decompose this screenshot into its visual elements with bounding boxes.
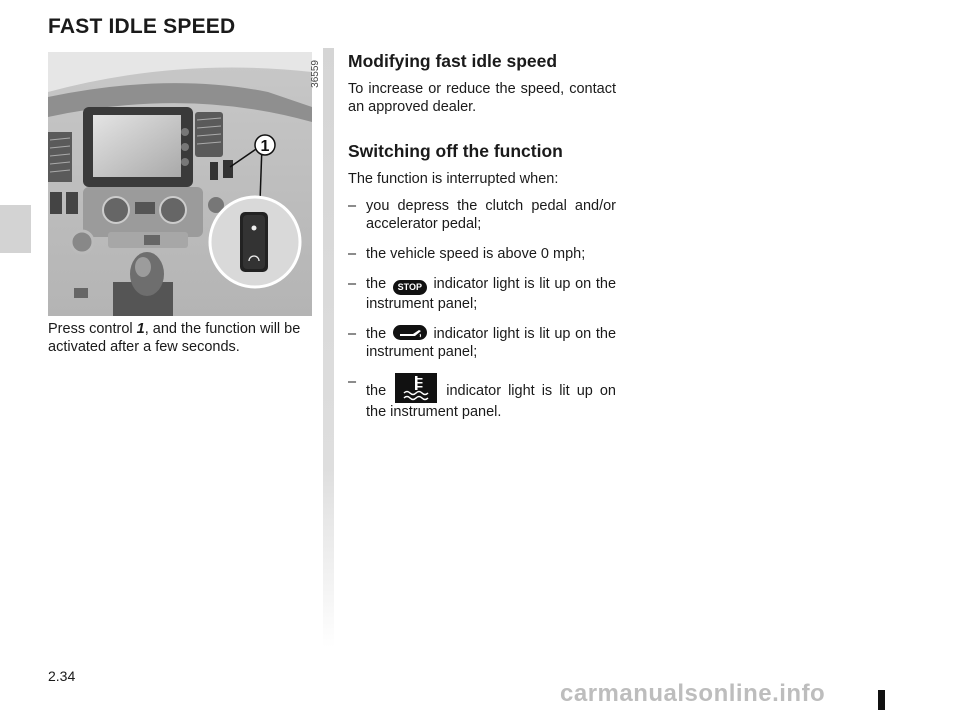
watermark: carmanualsonline.info	[560, 680, 826, 707]
modifying-text: To increase or reduce the speed, contact an approved dealer.	[348, 81, 616, 115]
list-item	[348, 373, 616, 421]
oil-pressure-icon	[393, 325, 427, 340]
list-item-prefix: the	[366, 326, 387, 342]
climate-controls	[83, 187, 203, 237]
interruption-list	[348, 197, 616, 421]
right-column	[348, 50, 616, 433]
list-dash: –	[348, 276, 357, 292]
list-item-text: the vehicle speed is above 0 mph;	[366, 246, 586, 262]
list-dash: –	[348, 374, 357, 390]
dashboard-illustration	[48, 52, 321, 316]
list-item-text: indicator light is lit up on the instrument panel.	[366, 383, 616, 420]
list-dash: –	[348, 198, 357, 214]
switching-heading: Switching off the function	[348, 141, 563, 161]
callout-number: 1	[260, 138, 270, 155]
right-vent	[195, 112, 223, 157]
section-tab	[0, 205, 31, 253]
list-item-text: indicator light is lit up on the instrument panel;	[366, 326, 617, 360]
coolant-temperature-icon	[395, 373, 437, 403]
page-number: 2.34	[48, 668, 76, 684]
list-item	[348, 325, 616, 361]
list-item-prefix: the	[366, 383, 387, 399]
page-title: FAST IDLE SPEED	[48, 15, 236, 38]
list-dash: –	[348, 326, 357, 342]
list-item-prefix: the	[366, 276, 387, 292]
corner-mark	[878, 690, 885, 710]
figure-caption	[48, 320, 318, 356]
caption-reference: 1	[136, 321, 145, 337]
switching-intro: The function is interrupted when:	[348, 171, 559, 187]
infotainment-screen	[83, 107, 193, 187]
stop-warning-icon: STOP	[393, 280, 427, 295]
dashboard-drawing	[48, 52, 312, 316]
list-item	[348, 275, 616, 313]
left-vent	[48, 132, 72, 182]
list-item-text: indicator light is lit up on the instrument panel;	[366, 276, 617, 312]
list-item	[348, 197, 616, 233]
modifying-heading: Modifying fast idle speed	[348, 51, 558, 71]
list-dash: –	[348, 246, 357, 262]
caption-text-end: , and the function will be activated after a few seconds.	[48, 321, 301, 355]
list-item	[348, 245, 616, 263]
figure-reference: 36559	[310, 60, 321, 88]
list-item-text: you depress the clutch pedal and/or accelerator pedal;	[366, 198, 616, 232]
caption-text-start: Press control	[48, 321, 137, 337]
column-divider	[323, 48, 334, 648]
